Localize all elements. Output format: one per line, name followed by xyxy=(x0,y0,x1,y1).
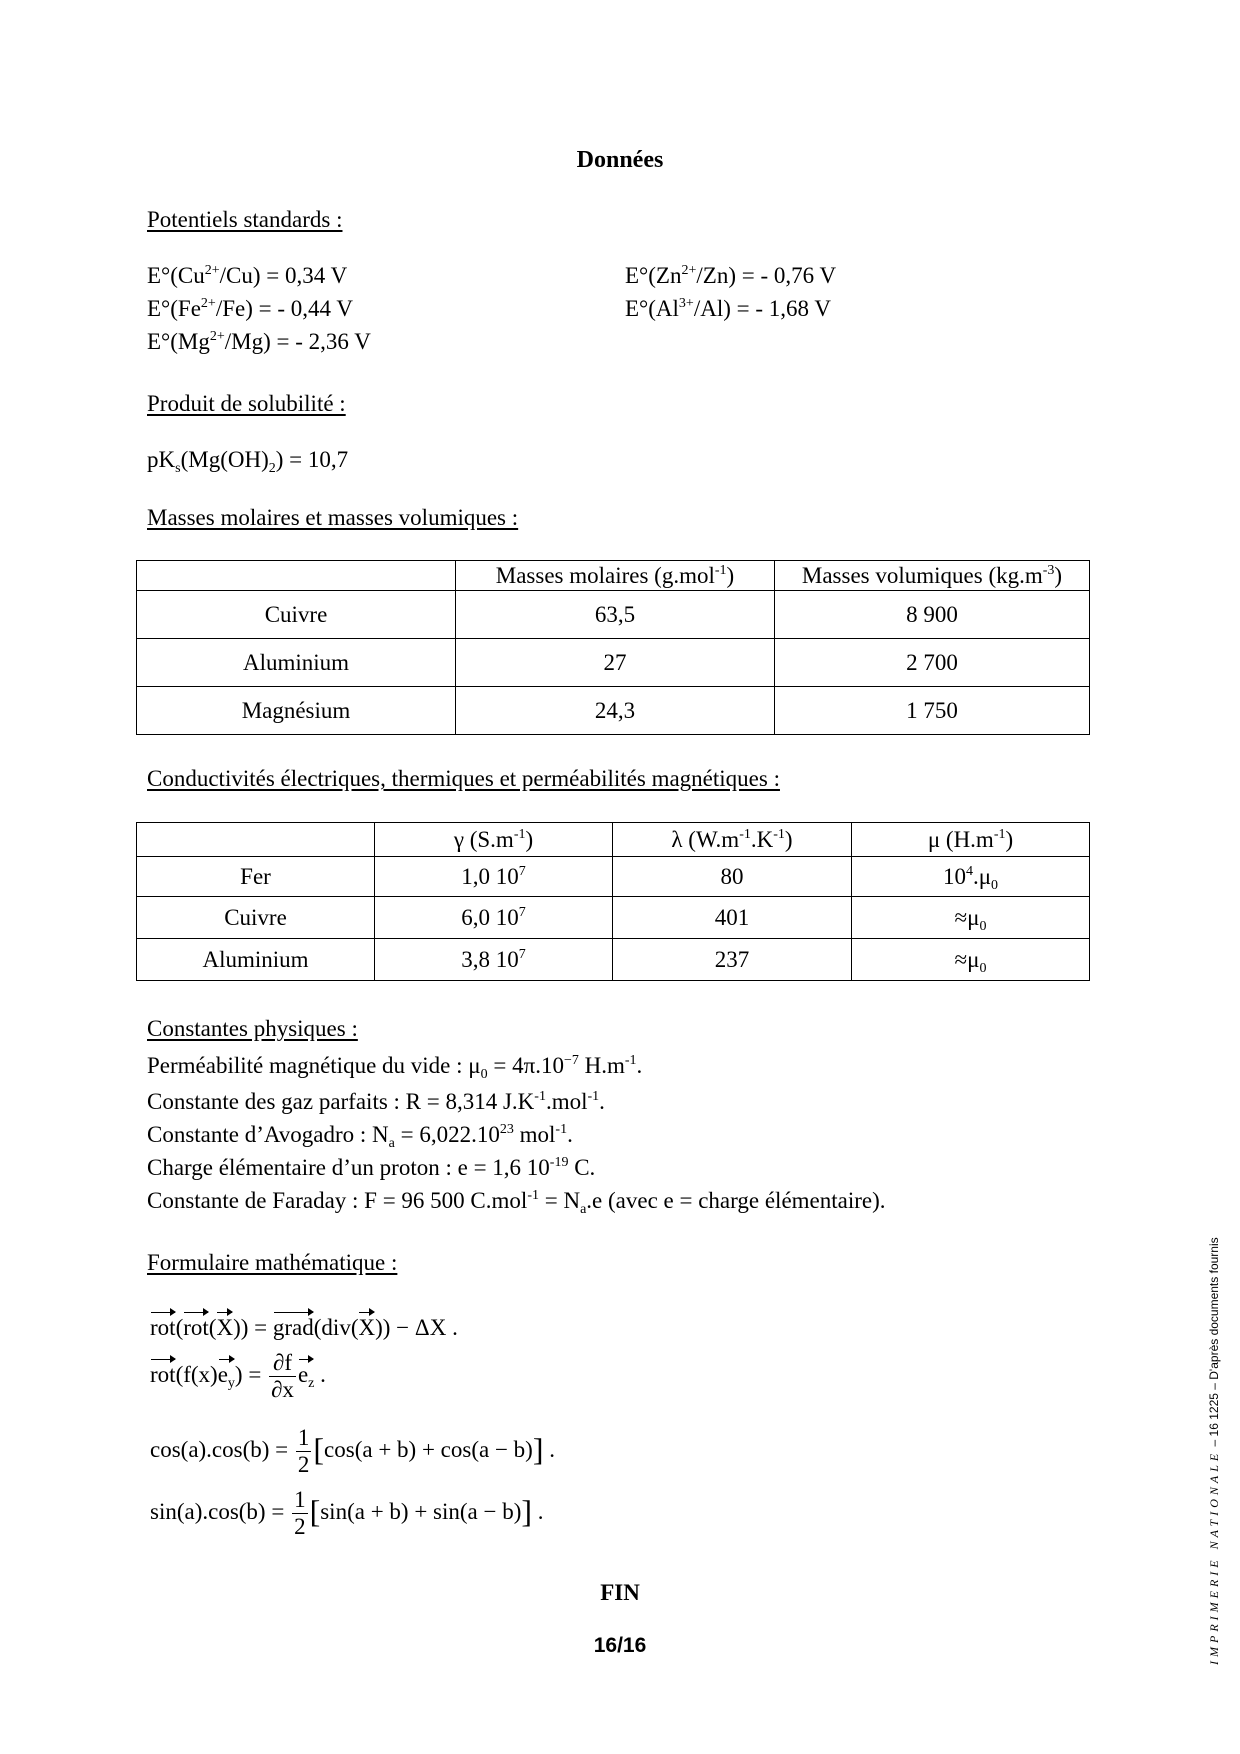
potential-zn: $E^\circ(Zn^{2+}/Zn)$ = - 0,76 V xyxy=(625,263,837,288)
density-value: 8 900 xyxy=(775,591,1090,639)
density-value: 1 750 xyxy=(775,687,1090,735)
section-heading-math: Formulaire mathématique : xyxy=(147,1250,398,1275)
table-row xyxy=(137,857,1090,897)
section-heading-solubility: Produit de solubilité : xyxy=(147,391,346,416)
gamma-value: 6,0 $10^7$ xyxy=(375,897,613,939)
table-row xyxy=(137,591,1090,639)
material-name: Cuivre xyxy=(137,897,375,939)
section-heading-potentials: Potentiels standards : xyxy=(147,207,343,232)
gamma-value: 1,0 $10^7$ xyxy=(375,857,613,897)
molar-mass-value: 63,5 xyxy=(456,591,775,639)
cond-header-lambda: λ $(W.m^{-1}.K^{-1})$ xyxy=(613,823,852,857)
printer-side-note: IMPRIMERIE NATIONALE – 16 1225 – D'après documents fournis xyxy=(1207,1237,1221,1665)
masses-table xyxy=(136,560,1090,735)
potential-cu: $E^\circ(Cu^{2+}/Cu) = 0,34$ V xyxy=(147,263,348,288)
constant-faraday: Constante de Faraday : F = 96 500 $C.mol^{-1} = N_a.e$ (avec e = charge élémentaire). xyxy=(147,1188,886,1217)
formula-rot-rot: rot(rot(X)) = grad(div(X)) − ΔX . xyxy=(150,1315,458,1340)
solubility-pks: $pK_s(Mg(OH)_2) = 10,7$ xyxy=(147,447,349,476)
constant-r: Constante des gaz parfaits : R = 8,314 $J.K^{-1}.mol^{-1}$. xyxy=(147,1089,605,1114)
cond-header-mu: μ $(H.m^{-1})$ xyxy=(852,823,1090,857)
lambda-value: 80 xyxy=(613,857,852,897)
gamma-value: 3,8 $10^7$ xyxy=(375,939,613,981)
potential-mg: $E^\circ(Mg^{2+}/Mg)$ = - 2,36 V xyxy=(147,329,371,354)
density-value: 2 700 xyxy=(775,639,1090,687)
constant-charge: Charge élémentaire d’un proton : e = 1,6 $10^{-19}$ C. xyxy=(147,1155,596,1180)
conductivities-table xyxy=(136,822,1090,981)
cond-header-gamma: γ $(S.m^{-1})$ xyxy=(375,823,613,857)
fraction: $\frac{\partial f}{\partial x}$ xyxy=(271,1350,294,1402)
formula-rot-f: $rot(f(x)e_y)$ = $\frac{\partial f}{\partial x}$ $e_z$ . xyxy=(150,1350,326,1402)
material-name: Aluminium xyxy=(137,939,375,981)
table-row xyxy=(137,897,1090,939)
section-heading-constants: Constantes physiques : xyxy=(147,1016,358,1041)
potential-fe: $E^\circ(Fe^{2+}/Fe)$ = - 0,44 V xyxy=(147,296,353,321)
lambda-value: 401 xyxy=(613,897,852,939)
end-label: FIN xyxy=(600,1580,640,1605)
constant-mu0: Perméabilité magnétique du vide : $\mu_0 = 4\pi.10^{-7}$ $H.m^{-1}$. xyxy=(147,1053,643,1082)
table-row xyxy=(137,639,1090,687)
element-name: Cuivre xyxy=(137,591,456,639)
table-row xyxy=(137,687,1090,735)
masses-header-molar: Masses molaires (g.mol$^{-1}$) xyxy=(456,561,775,591)
masses-header-blank xyxy=(137,561,456,591)
formula-cos-cos: cos(a).cos(b) = $\frac{1}{2}$ [cos(a + b) + cos(a − b)] . xyxy=(150,1425,555,1477)
molar-mass-value: 24,3 xyxy=(456,687,775,735)
section-heading-conductivities: Conductivités électriques, thermiques et perméabilités magnétiques : xyxy=(147,766,780,791)
page-number: 16/16 xyxy=(593,1634,647,1657)
element-name: Magnésium xyxy=(137,687,456,735)
material-name: Fer xyxy=(137,857,375,897)
mu-value: $\approx\mu_0$ xyxy=(852,939,1090,981)
table-row xyxy=(137,939,1090,981)
constant-avogadro: Constante d’Avogadro : $N_a = 6,022.10^{23}$ mol$^{-1}$. xyxy=(147,1122,573,1151)
fraction: $\frac{1}{2}$ xyxy=(294,1487,306,1539)
section-heading-masses: Masses molaires et masses volumiques : xyxy=(147,505,519,530)
mu-value: $10^4.\mu_0$ xyxy=(852,857,1090,897)
mu-value: $\approx\mu_0$ xyxy=(852,897,1090,939)
masses-header-density: Masses volumiques $(kg.m^{-3})$ xyxy=(775,561,1090,591)
page-title: Données xyxy=(576,147,664,173)
formula-sin-cos: sin(a).cos(b) = $\frac{1}{2}$ [sin(a + b) + sin(a − b)] . xyxy=(150,1487,544,1539)
molar-mass-value: 27 xyxy=(456,639,775,687)
fraction: $\frac{1}{2}$ xyxy=(297,1425,310,1477)
cond-header-blank xyxy=(137,823,375,857)
potential-al: $E^\circ(Al^{3+}/Al)$ = - 1,68 V xyxy=(625,296,831,321)
element-name: Aluminium xyxy=(137,639,456,687)
lambda-value: 237 xyxy=(613,939,852,981)
